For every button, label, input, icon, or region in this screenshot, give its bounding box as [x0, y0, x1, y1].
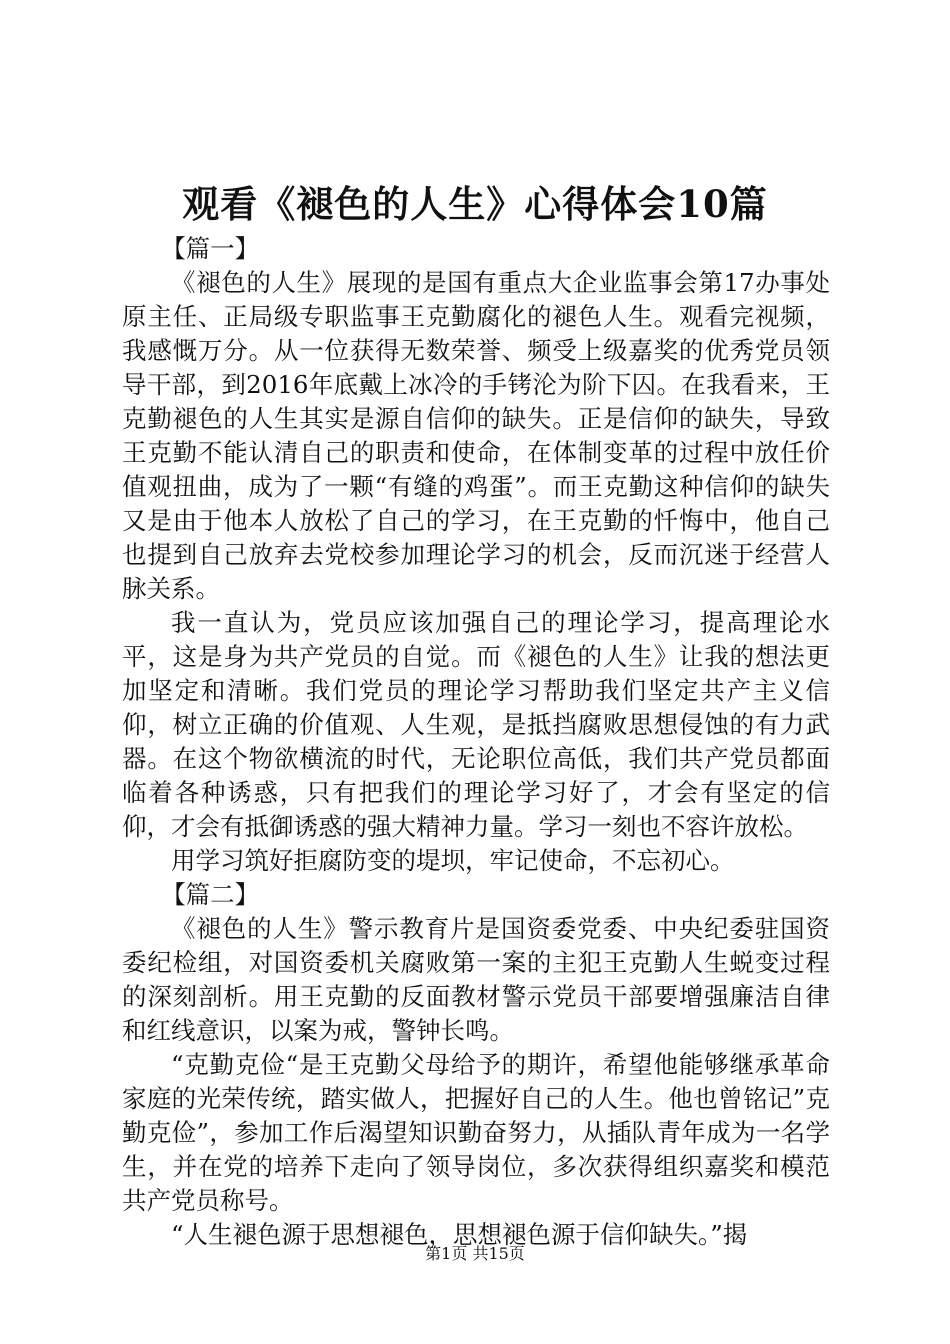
- paragraph: 《褪色的人生》警示教育片是国资委党委、中央纪委驻国资委纪检组，对国资委机关腐败第一案的主犯王克勤人生蜕变过程的深刻剖析。用王克勤的反面教材警示党员干部要增强廉洁自律和红线意识，以案为戒，警钟长鸣。: [122, 914, 830, 1045]
- section-heading: 【篇一】: [161, 234, 260, 263]
- document-title: 观看《褪色的人生》心得体会10篇: [182, 182, 768, 226]
- paragraph: “人生褪色源于思想褪色，思想褪色源于信仰缺失。”揭: [171, 1220, 748, 1249]
- document-body: [122, 232, 830, 1252]
- paragraph: 《褪色的人生》展现的是国有重点大企业监事会第17办事处原主任、正局级专职监事王克勤腐化的褪色人生。观看完视频，我感慨万分。从一位获得无数荣誉、频受上级嘉奖的优秀党员领导干部，到2016年底戴上冰冷的手铐沦为阶下囚。在我看来，王克勤褪色的人生其实是源自信仰的缺失。正是信仰的缺失，导致王克勤不能认清自己的职责和使命，在体制变革的过程中放任价值观扭曲，成为了一颗“有缝的鸡蛋”。而王克勤这种信仰的缺失又是由于他本人放松了自己的学习，在王克勤的忏悔中，他自己也提到自己放弃去党校参加理论学习的机会，反而沉迷于经营人脉关系。: [122, 268, 830, 603]
- section-heading: 【篇二】: [161, 880, 260, 909]
- paragraph: 用学习筑好拒腐防变的堤坝，牢记使命，不忘初心。: [171, 846, 735, 875]
- paragraph: 我一直认为，党员应该加强自己的理论学习，提高理论水平，这是身为共产党员的自觉。而《褪色的人生》让我的想法更加坚定和清晰。我们党员的理论学习帮助我们坚定共产主义信仰，树立正确的价值观、人生观，是抵挡腐败思想侵蚀的有力武器。在这个物欲横流的时代，无论职位高低，我们共产党员都面临着各种诱惑，只有把我们的理论学习好了，才会有坚定的信仰，才会有抵御诱惑的强大精神力量。学习一刻也不容许放松。: [122, 608, 830, 841]
- page-footer: 第1页 共15页: [425, 1244, 525, 1263]
- paragraph: “克勤克俭“是王克勤父母给予的期许，希望他能够继承革命家庭的光荣传统，踏实做人，把握好自己的人生。他也曾铭记”克勤克俭”，参加工作后渴望知识勤奋努力，从插队青年成为一名学生，并在党的培养下走向了领导岗位，多次获得组织嘉奖和模范共产党员称号。: [122, 1050, 830, 1215]
